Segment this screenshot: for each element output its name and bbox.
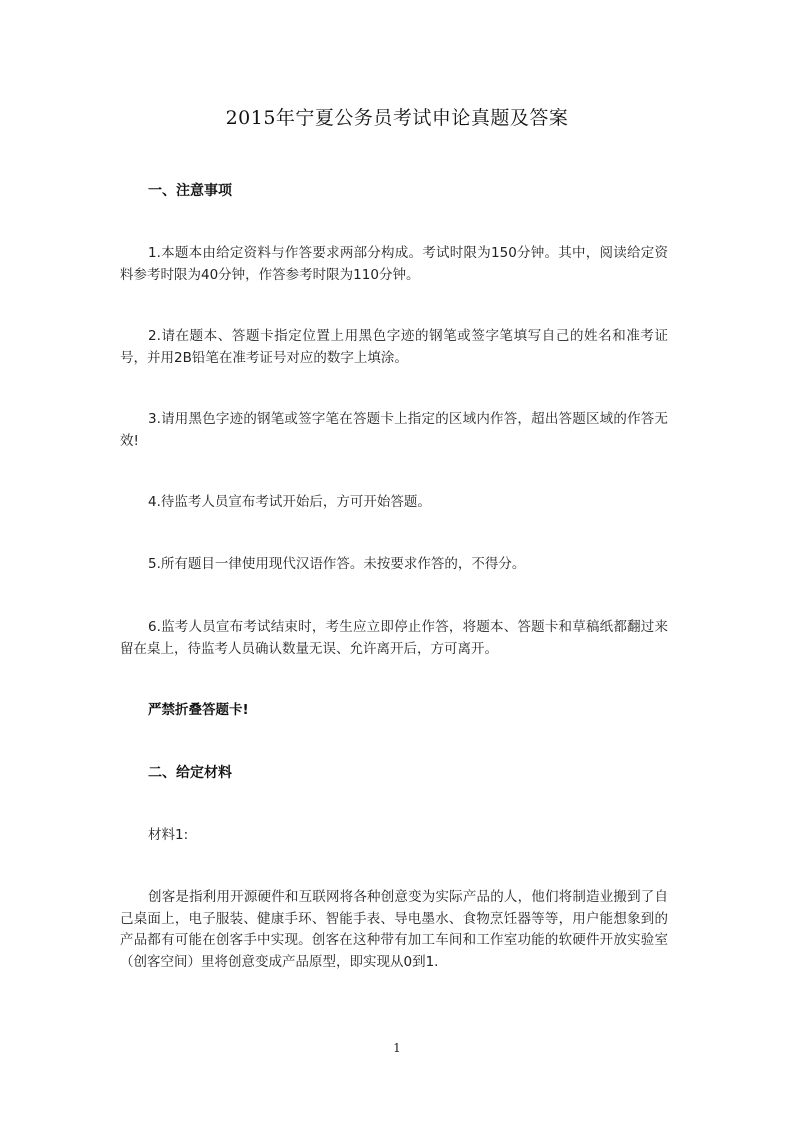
warning-text: 严禁折叠答题卡! <box>148 702 249 718</box>
section-heading-materials: 二、给定材料 <box>148 765 232 781</box>
material-label: 材料1: <box>148 827 189 843</box>
section-heading-notes: 一、注意事项 <box>148 183 232 199</box>
page-number: 1 <box>393 1041 401 1055</box>
note-paragraph-3: 3.请用黑色字迹的钢笔或签字笔在答题卡上指定的区域内作答，超出答题区域的作答无效! <box>120 411 668 449</box>
note-paragraph-2: 2.请在题本、答题卡指定位置上用黑色字迹的钢笔或签字笔填写自己的姓名和准考证号，并用2B铅笔在准考证号对应的数字上填涂。 <box>120 328 668 366</box>
note-paragraph-1: 1.本题本由给定资料与作答要求两部分构成。考试时限为150分钟。其中，阅读给定资料参考时限为40分钟，作答参考时限为110分钟。 <box>120 245 668 283</box>
note-paragraph-4: 4.待监考人员宣布考试开始后，方可开始答题。 <box>148 494 431 510</box>
material-paragraph: 创客是指利用开源硬件和互联网将各种创意变为实际产品的人，他们将制造业搬到了自己桌面上，电子服装、健康手环、智能手表、导电墨水、食物烹饪器等等，用户能想象到的产品都有可能在创客手中实现。创客在这种带有加工车间和工作室功能的软硬件开放实验室（创客空间）里将创意变成产品原型，即实现从0到1. <box>120 889 668 970</box>
note-paragraph-6: 6.监考人员宣布考试结束时，考生应立即停止作答，将题本、答题卡和草稿纸都翻过来留在桌上，待监考人员确认数量无误、允许离开后，方可离开。 <box>120 619 668 657</box>
note-paragraph-5: 5.所有题目一律使用现代汉语作答。未按要求作答的，不得分。 <box>148 556 526 572</box>
page-title: 2015年宁夏公务员考试申论真题及答案 <box>225 107 569 129</box>
